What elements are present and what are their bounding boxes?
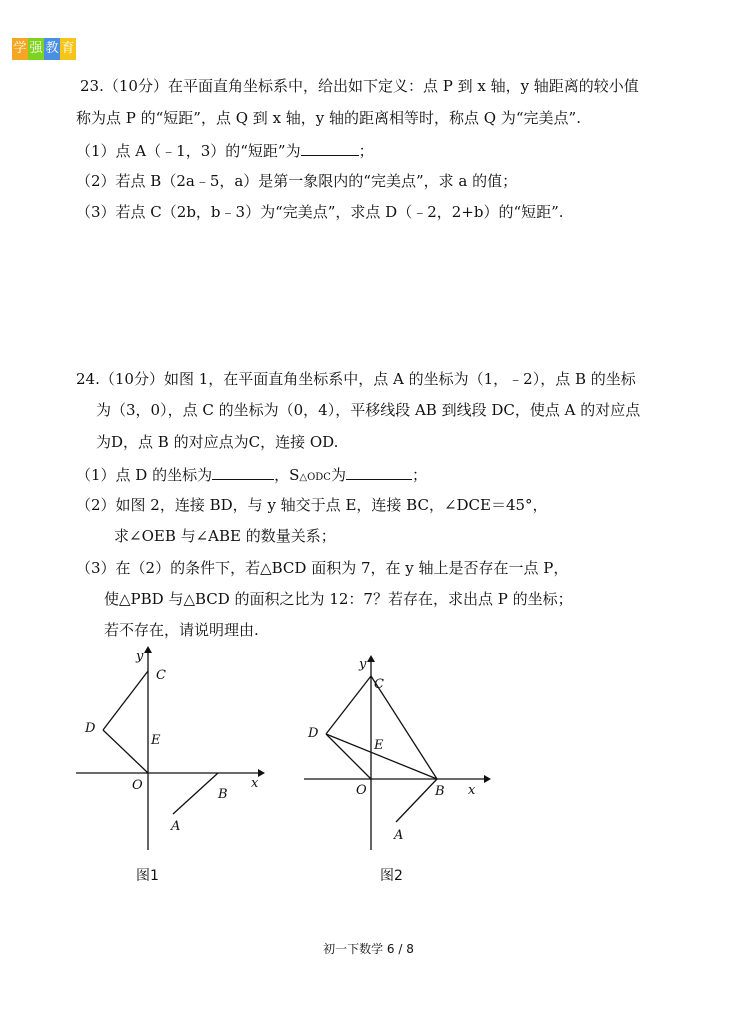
q24-part-1-text: （1）点 D 的坐标为	[76, 466, 213, 484]
label-c: C	[374, 677, 384, 692]
q24-part-1-end: ；	[411, 466, 427, 484]
figure-2-caption: 图2	[380, 868, 403, 884]
label-x: x	[468, 783, 476, 798]
x-axis-arrow	[258, 769, 265, 777]
label-b: B	[435, 784, 445, 799]
label-y: y	[359, 657, 367, 672]
q23-part-3: （3）若点 C（2b，b﹣3）为“完美点”，求点 D（﹣2，2+b）的“短距”.	[76, 203, 564, 221]
y-axis-arrow	[144, 646, 152, 653]
logo-char-3: 教	[44, 38, 60, 60]
label-x: x	[251, 776, 259, 791]
figure-2	[298, 650, 498, 864]
segment-ab	[396, 779, 437, 822]
segment-od	[326, 734, 371, 779]
figure-1-diagram	[70, 645, 270, 855]
q24-part-3-c: 若不存在，请说明理由.	[104, 621, 259, 639]
q24-part-1-mid: ，S	[274, 466, 300, 484]
q24-part-2-a: （2）如图 2，连接 BD，与 y 轴交于点 E，连接 BC，∠DCE＝45°，	[76, 496, 548, 514]
q23-line-1: 23.（10分）在平面直角坐标系中，给出如下定义：点 P 到 x 轴，y 轴距离的较小值	[80, 77, 639, 95]
logo	[12, 38, 76, 60]
x-axis-arrow	[484, 775, 491, 783]
label-c: C	[156, 668, 166, 683]
label-e: E	[374, 738, 384, 753]
figure-2-diagram	[298, 650, 498, 860]
q24-line-1: 24.（10分）如图 1，在平面直角坐标系中，点 A 的坐标为（1，﹣2），点 B 的坐标	[76, 370, 636, 388]
answer-blank[interactable]	[301, 140, 359, 156]
label-a: A	[171, 819, 181, 834]
label-d: D	[308, 726, 319, 741]
segment-od	[103, 730, 148, 773]
q23-part-1-text: （1）点 A（﹣1，3）的“短距”为	[76, 142, 301, 160]
logo-char-4: 育	[60, 38, 76, 60]
q23-part-1-end: ；	[358, 142, 374, 160]
label-b: B	[218, 787, 228, 802]
label-o: O	[356, 783, 367, 798]
segment-cd	[103, 671, 148, 730]
page-footer: 初一下数学 6 / 8	[323, 942, 414, 956]
q24-line-2: 为（3，0），点 C 的坐标为（0，4），平移线段 AB 到线段 DC，使点 A 的对应点	[96, 401, 641, 419]
figure-1	[70, 645, 270, 859]
answer-blank[interactable]	[346, 464, 412, 480]
label-y: y	[136, 649, 144, 664]
q23-part-2: （2）若点 B（2a﹣5，a）是第一象限内的“完美点”，求 a 的值；	[76, 172, 518, 190]
label-a: A	[394, 828, 404, 843]
segment-cd	[326, 676, 371, 734]
figure-1-caption: 图1	[136, 868, 159, 884]
label-o: O	[132, 778, 143, 793]
q24-line-3: 为D，点 B 的对应点为C，连接 OD.	[96, 433, 339, 451]
q24-part-1-mid2: 为	[330, 466, 346, 484]
q24-part-3-b: 使△PBD 与△BCD 的面积之比为 12：7？若存在，求出点 P 的坐标；	[104, 590, 573, 608]
answer-blank[interactable]	[212, 464, 274, 480]
q24-part-1	[76, 464, 427, 488]
label-d: D	[85, 721, 96, 736]
q23-part-1	[76, 140, 374, 161]
q24-part-1-subscript: △ODC	[299, 472, 331, 483]
segment-ab	[173, 773, 218, 814]
q23-line-2: 称为点 P 的“短距”，点 Q 到 x 轴，y 轴的距离相等时，称点 Q 为“完美点”.	[76, 109, 581, 127]
label-e: E	[151, 733, 161, 748]
q24-part-3-a: （3）在（2）的条件下，若△BCD 面积为 7，在 y 轴上是否存在一点 P，	[76, 559, 569, 577]
logo-char-1: 学	[12, 38, 28, 60]
q24-part-2-b: 求∠OEB 与∠ABE 的数量关系；	[114, 527, 336, 545]
logo-char-2: 强	[28, 38, 44, 60]
y-axis-arrow	[367, 655, 375, 662]
